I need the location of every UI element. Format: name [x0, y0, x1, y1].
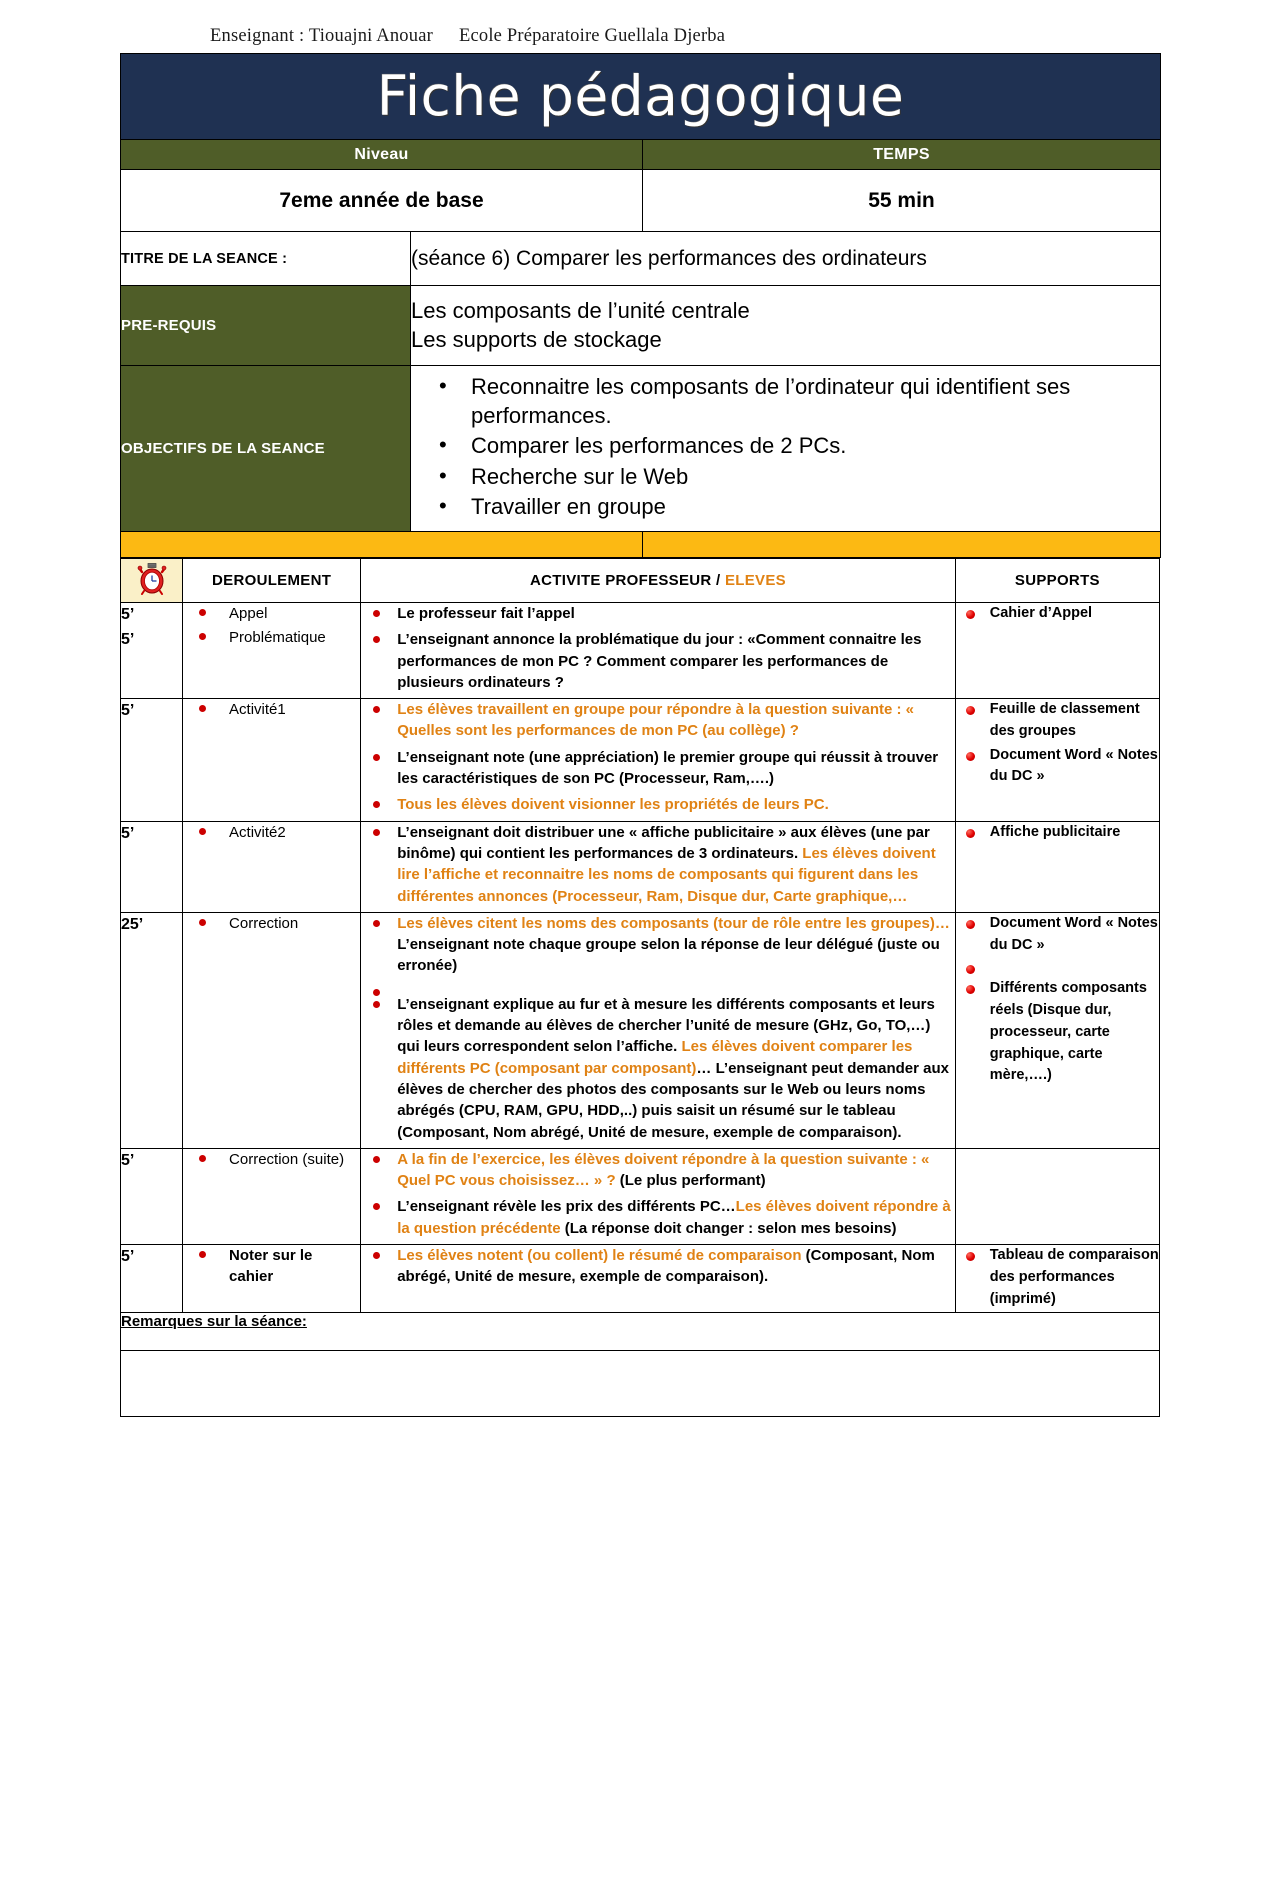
objectifs-row — [121, 366, 1161, 532]
activite-list — [361, 1149, 955, 1239]
supports-column-header: SUPPORTS — [955, 559, 1159, 603]
row-activite-cell — [361, 912, 956, 1148]
supports-list — [956, 822, 1159, 844]
school-name: Ecole Préparatoire Guellala Djerba — [458, 26, 726, 46]
activite-list — [361, 1245, 955, 1288]
remarks-row — [121, 1313, 1160, 1351]
time-value: 5’ — [121, 702, 135, 720]
yellow-strip-left — [121, 532, 643, 558]
deroulement-list — [183, 1245, 360, 1288]
temps-value: 55 min — [643, 170, 1161, 232]
support-item: Feuille de classement des groupes — [956, 699, 1159, 743]
time-value: 5’ — [121, 606, 135, 623]
row-activite-cell — [361, 1245, 956, 1313]
support-item: Tableau de comparaison des performances (imprimé) — [956, 1245, 1159, 1310]
titre-value: (séance 6) Comparer les performances des ordinateurs — [411, 232, 1161, 286]
support-item: Document Word « Notes du DC » — [956, 913, 1159, 957]
info-table — [120, 53, 1161, 558]
activite-list — [361, 699, 955, 815]
prerequis-label: PRE-REQUIS — [121, 286, 411, 366]
deroulement-item: Correction (suite) — [183, 1149, 360, 1170]
activite-item: L’enseignant doit distribuer une « affiche publicitaire » aux élèves (une par binôme) qui contient les performances de 3 ordinateurs. Les élèves doivent lire l’affiche et reconnaitre les noms de composants qui figurent dans les différentes annonces (Processeur, Ram, Disque dur, Carte graphique,… — [361, 822, 955, 907]
row-activite-cell — [361, 699, 956, 821]
support-item: Différents composants réels (Disque dur, processeur, carte graphique, carte mère,….) — [956, 978, 1159, 1087]
time-value: 5’ — [121, 1151, 135, 1169]
activite-prefix: ACTIVITE PROFESSEUR / — [530, 572, 721, 589]
row-supports-cell — [955, 1148, 1159, 1244]
remarks-blank-row — [121, 1351, 1160, 1417]
time-value: 25’ — [121, 915, 144, 933]
support-item: Document Word « Notes du DC » — [956, 745, 1159, 789]
level-time-value-row — [121, 170, 1161, 232]
supports-list — [956, 699, 1159, 788]
row-supports-cell — [955, 1245, 1159, 1313]
deroulement-list — [183, 822, 360, 843]
activite-item: L’enseignant annonce la problématique du jour : «Comment connaitre les performances de mon PC ? Comment comparer les performances de plusieurs ordinateurs ? — [361, 629, 955, 693]
temps-header: TEMPS — [643, 140, 1161, 170]
activite-item: Les élèves travaillent en groupe pour répondre à la question suivante : « Quelles sont les performances de mon PC (au collège) ? — [361, 699, 955, 742]
row-activite-cell — [361, 603, 956, 699]
table-row — [121, 603, 1160, 699]
activity-table-header-row — [121, 559, 1160, 603]
table-row — [121, 1148, 1160, 1244]
row-time-cell — [121, 699, 183, 821]
activite-list — [361, 913, 955, 1143]
deroulement-list — [183, 913, 360, 934]
objectifs-list — [421, 373, 1160, 522]
row-time-cell — [121, 821, 183, 912]
row-deroulement-cell — [183, 699, 361, 821]
row-supports-cell — [955, 699, 1159, 821]
row-time-cell — [121, 1245, 183, 1313]
title-banner-row — [121, 54, 1161, 140]
time-value: 5’ — [121, 630, 135, 648]
remarks-blank-area[interactable] — [121, 1351, 1160, 1417]
objectif-item: • Comparer les performances de 2 PCs. — [465, 432, 1160, 461]
prerequis-line-1: Les composants de l’unité centrale — [411, 298, 750, 324]
supports-list — [956, 1245, 1159, 1310]
yellow-strip-right — [643, 532, 1161, 558]
niveau-value: 7eme année de base — [121, 170, 643, 232]
row-deroulement-cell — [183, 912, 361, 1148]
niveau-header: Niveau — [121, 140, 643, 170]
deroulement-item: Correction — [183, 913, 360, 934]
row-deroulement-cell — [183, 603, 361, 699]
document-sheet — [120, 0, 1160, 1417]
row-deroulement-cell — [183, 1245, 361, 1313]
titre-row — [121, 232, 1161, 286]
objectifs-content — [411, 366, 1161, 532]
deroulement-list — [183, 1149, 360, 1170]
supports-list — [956, 913, 1159, 1087]
activite-item: Les élèves notent (ou collent) le résumé de comparaison (Composant, Nom abrégé, Unité de mesure, exemple de comparaison). — [361, 1245, 955, 1288]
table-row — [121, 912, 1160, 1148]
row-time-cell — [121, 912, 183, 1148]
titre-label: TITRE DE LA SEANCE : — [121, 232, 411, 286]
supports-spacer — [956, 958, 1159, 978]
alarm-clock-icon — [137, 563, 167, 595]
deroulement-column-header: DEROULEMENT — [183, 559, 361, 603]
activity-table — [120, 558, 1160, 1417]
row-time-cell — [121, 603, 183, 699]
teacher-school-line — [120, 26, 1160, 47]
row-supports-cell — [955, 603, 1159, 699]
prerequis-line-2: Les supports de stockage — [411, 326, 662, 352]
activite-item: A la fin de l’exercice, les élèves doivent répondre à la question suivante : « Quel PC vous choisissez… » ? (Le plus performant) — [361, 1149, 955, 1192]
row-deroulement-cell — [183, 1148, 361, 1244]
activite-item: Tous les élèves doivent visionner les propriétés de leurs PC. — [361, 794, 955, 815]
support-item: Affiche publicitaire — [956, 822, 1159, 844]
objectif-item: • Travailler en groupe — [465, 493, 1160, 522]
time-column-header — [121, 559, 183, 603]
deroulement-item: Problématique — [183, 627, 360, 648]
time-value: 5’ — [121, 824, 135, 842]
support-item: Cahier d’Appel — [956, 603, 1159, 625]
supports-spacer — [956, 1149, 1159, 1183]
activite-eleves: ELEVES — [724, 572, 786, 589]
objectif-item: • Reconnaitre les composants de l’ordinateur qui identifient ses performances. — [465, 373, 1160, 430]
deroulement-list — [183, 603, 360, 649]
table-row — [121, 699, 1160, 821]
activite-item: L’enseignant note (une appréciation) le premier groupe qui réussit à trouver les caractéristiques de son PC (Processeur, Ram,….) — [361, 747, 955, 790]
activite-spacer — [361, 982, 955, 994]
activite-item: Les élèves citent les noms des composants (tour de rôle entre les groupes)… L’enseignant note chaque groupe selon la réponse de leur délégué (juste ou erronée) — [361, 913, 955, 977]
yellow-divider-row — [121, 532, 1161, 558]
objectif-item: • Recherche sur le Web — [465, 463, 1160, 492]
table-row — [121, 821, 1160, 912]
time-value: 5’ — [121, 1248, 135, 1266]
supports-list — [956, 603, 1159, 625]
row-activite-cell — [361, 821, 956, 912]
activite-list — [361, 603, 955, 693]
row-deroulement-cell — [183, 821, 361, 912]
deroulement-item: Activité1 — [183, 699, 360, 720]
activite-list — [361, 822, 955, 907]
level-time-header-row — [121, 140, 1161, 170]
deroulement-item: Noter sur le cahier — [183, 1245, 360, 1288]
prerequis-content — [411, 286, 1161, 366]
row-activite-cell — [361, 1148, 956, 1244]
activite-item: L’enseignant révèle les prix des différents PC…Les élèves doivent répondre à la question précédente (La réponse doit changer : selon mes besoins) — [361, 1196, 955, 1239]
table-row — [121, 1245, 1160, 1313]
document-title-cell — [121, 54, 1161, 140]
row-supports-cell — [955, 821, 1159, 912]
activite-item: L’enseignant explique au fur et à mesure les différents composants et leurs rôles et demande au élèves de chercher l’unité de mesure (GHz, Go, TO,…) qui leurs correspondent selon l’affiche. Les élèves doivent comparer les différents PC (composant par composant)… L’enseignant peut demander aux élèves de chercher des photos des composants sur le Web ou leurs noms abrégés (CPU, RAM, GPU, HDD,..) puis saisit un résumé sur le tableau (Composant, Nom abrégé, Unité de mesure, exemple de comparaison). — [361, 994, 955, 1143]
deroulement-item: Activité2 — [183, 822, 360, 843]
activite-item: Le professeur fait l’appel — [361, 603, 955, 624]
objectifs-label: OBJECTIFS DE LA SEANCE — [121, 366, 411, 532]
prerequis-row — [121, 286, 1161, 366]
activite-column-header — [361, 559, 956, 603]
row-time-cell — [121, 1148, 183, 1244]
remarks-label: Remarques sur la séance: — [121, 1313, 1160, 1351]
deroulement-list — [183, 699, 360, 720]
row-supports-cell — [955, 912, 1159, 1148]
teacher-name: Enseignant : Tiouajni Anouar — [210, 26, 433, 46]
page-title: Fiche pédagogique — [376, 64, 905, 128]
deroulement-item: Appel — [183, 603, 360, 624]
